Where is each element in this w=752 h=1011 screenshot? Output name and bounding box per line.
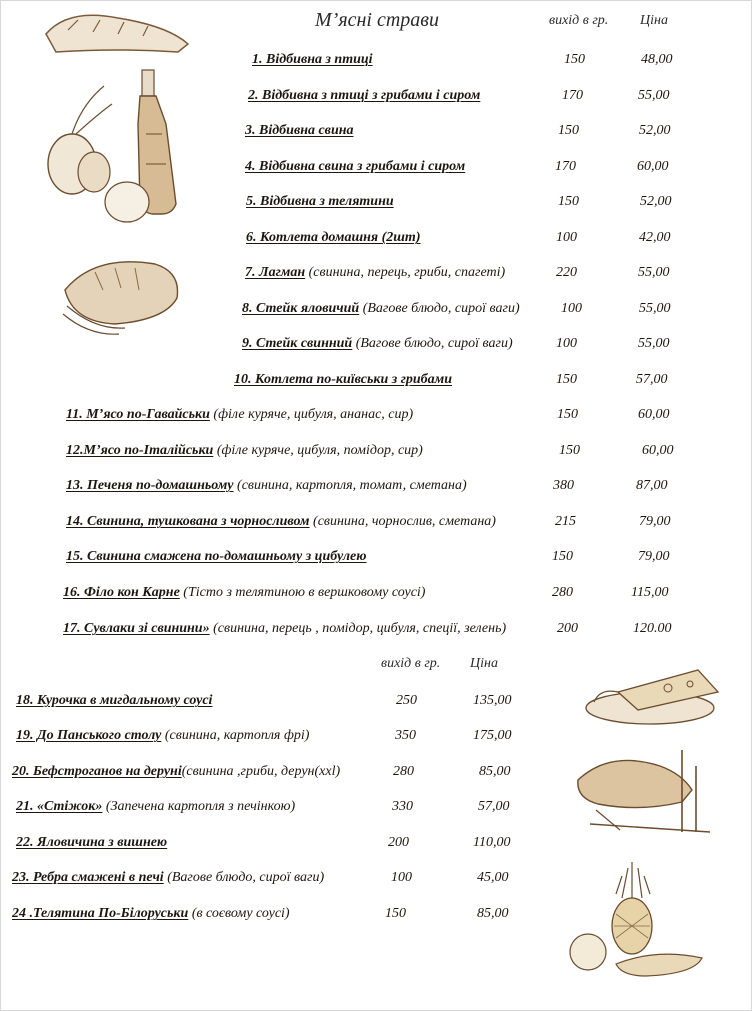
menu-item-name: 15. Свинина смажена по-домашньому з цибулею <box>66 549 367 564</box>
menu-item-price: 48,00 <box>641 52 673 67</box>
menu-item-price: 55,00 <box>638 265 670 280</box>
menu-item-weight: 200 <box>388 835 409 850</box>
menu-item-price: 57,00 <box>636 372 668 387</box>
onion-garlic-bottle-illustration <box>42 64 202 244</box>
menu-item-weight: 220 <box>556 265 577 280</box>
menu-item-weight: 380 <box>553 478 574 493</box>
menu-item-name: 8. Стейк яловичий (Вагове блюдо, сирої ваги) <box>242 301 520 316</box>
menu-item-weight: 150 <box>556 372 577 387</box>
menu-item-weight: 150 <box>558 194 579 209</box>
menu-item-price: 60,00 <box>638 407 670 422</box>
menu-item-name: 18. Курочка в мигдальному соусі <box>16 693 213 708</box>
pineapple-fruit-illustration <box>566 858 716 982</box>
menu-item-price: 42,00 <box>639 230 671 245</box>
menu-item-weight: 100 <box>391 870 412 885</box>
menu-item-name: 14. Свинина, тушкована з чорносливом (свинина, чорнослив, сметана) <box>66 514 496 529</box>
menu-item-name: 16. Філо кон Карне (Тісто з телятиною в вершковому соусі) <box>63 585 426 600</box>
menu-item-weight: 350 <box>395 728 416 743</box>
weight-header-bottom: вихід в гр. <box>381 656 441 671</box>
menu-item-weight: 150 <box>564 52 585 67</box>
menu-item-price: 115,00 <box>631 585 669 600</box>
price-header-top: Ціна <box>640 13 668 28</box>
menu-item-price: 57,00 <box>478 799 510 814</box>
menu-item-price: 79,00 <box>639 514 671 529</box>
menu-item-price: 110,00 <box>473 835 511 850</box>
menu-item-weight: 100 <box>556 336 577 351</box>
menu-item-price: 87,00 <box>636 478 668 493</box>
menu-item-weight: 250 <box>396 693 417 708</box>
menu-item-price: 60,00 <box>637 159 669 174</box>
menu-item-weight: 150 <box>385 906 406 921</box>
menu-item-name: 5. Відбивна з телятини <box>246 194 394 209</box>
menu-title: М’ясні страви <box>315 9 439 31</box>
menu-item-weight: 215 <box>555 514 576 529</box>
menu-item-name: 24 .Телятина По-Білоруськи (в соєвому соусі) <box>12 906 290 921</box>
menu-item-price: 55,00 <box>638 336 670 351</box>
menu-item-name: 4. Відбивна свина з грибами і сиром <box>245 159 466 174</box>
weight-header-top: вихід в гр. <box>549 13 609 28</box>
menu-item-weight: 100 <box>561 301 582 316</box>
menu-item-name: 7. Лагман (свинина, перець, гриби, спагеті) <box>245 265 506 280</box>
menu-item-weight: 170 <box>555 159 576 174</box>
menu-item-price: 85,00 <box>477 906 509 921</box>
menu-item-price: 120.00 <box>633 621 672 636</box>
menu-item-name: 12.М’ясо по-Італійськи (філе куряче, цибуля, помідор, сир) <box>66 443 423 458</box>
menu-item-name: 22. Яловичина з вишнею <box>16 835 168 850</box>
menu-item-name: 20. Бефстроганов на деруні(свинина ,гриби, дерун(ххl) <box>12 764 341 779</box>
menu-item-weight: 200 <box>557 621 578 636</box>
menu-item-weight: 150 <box>557 407 578 422</box>
menu-item-name: 21. «Стіжок» (Запечена картопля з печінкою) <box>16 799 296 814</box>
menu-item-name: 10. Котлета по-київськи з грибами <box>234 372 453 387</box>
menu-item-name: 6. Котлета домашня (2шт) <box>246 230 421 245</box>
menu-item-weight: 150 <box>558 123 579 138</box>
price-header-bottom: Ціна <box>470 656 498 671</box>
menu-item-name: 11. М’ясо по-Гавайськи (філе куряче, цибуля, ананас, сир) <box>66 407 414 422</box>
menu-item-weight: 170 <box>562 88 583 103</box>
menu-item-name: 2. Відбивна з птиці з грибами і сиром <box>248 88 481 103</box>
menu-item-weight: 150 <box>559 443 580 458</box>
menu-item-price: 135,00 <box>473 693 512 708</box>
menu-item-price: 55,00 <box>638 88 670 103</box>
menu-item-weight: 100 <box>556 230 577 245</box>
menu-item-name: 3. Відбивна свина <box>245 123 354 138</box>
menu-item-name: 9. Стейк свинний (Вагове блюдо, сирої ваги) <box>242 336 513 351</box>
menu-item-price: 175,00 <box>473 728 512 743</box>
menu-item-price: 45,00 <box>477 870 509 885</box>
menu-item-price: 85,00 <box>479 764 511 779</box>
ham-leg-illustration <box>570 740 720 840</box>
menu-item-weight: 280 <box>393 764 414 779</box>
menu-item-name: 19. До Панського столу (свинина, картопля фрі) <box>16 728 310 743</box>
bread-illustration <box>38 0 198 56</box>
menu-item-name: 1. Відбивна з птиці <box>252 52 373 67</box>
menu-item-name: 13. Печеня по-домашньому (свинина, картопля, томат, сметана) <box>66 478 467 493</box>
menu-item-weight: 280 <box>552 585 573 600</box>
menu-item-name: 23. Ребра смажені в печі (Вагове блюдо, сирої ваги) <box>12 870 325 885</box>
meat-loaf-illustration <box>55 250 185 336</box>
menu-item-name: 17. Сувлаки зі свинини» (свинина, перець , помідор, цибуля, спеції, зелень) <box>63 621 507 636</box>
menu-item-price: 55,00 <box>639 301 671 316</box>
cheese-board-illustration <box>578 662 728 730</box>
menu-item-price: 79,00 <box>638 549 670 564</box>
menu-item-price: 52,00 <box>639 123 671 138</box>
menu-item-price: 52,00 <box>640 194 672 209</box>
menu-item-weight: 330 <box>392 799 413 814</box>
menu-item-price: 60,00 <box>642 443 674 458</box>
menu-item-weight: 150 <box>552 549 573 564</box>
